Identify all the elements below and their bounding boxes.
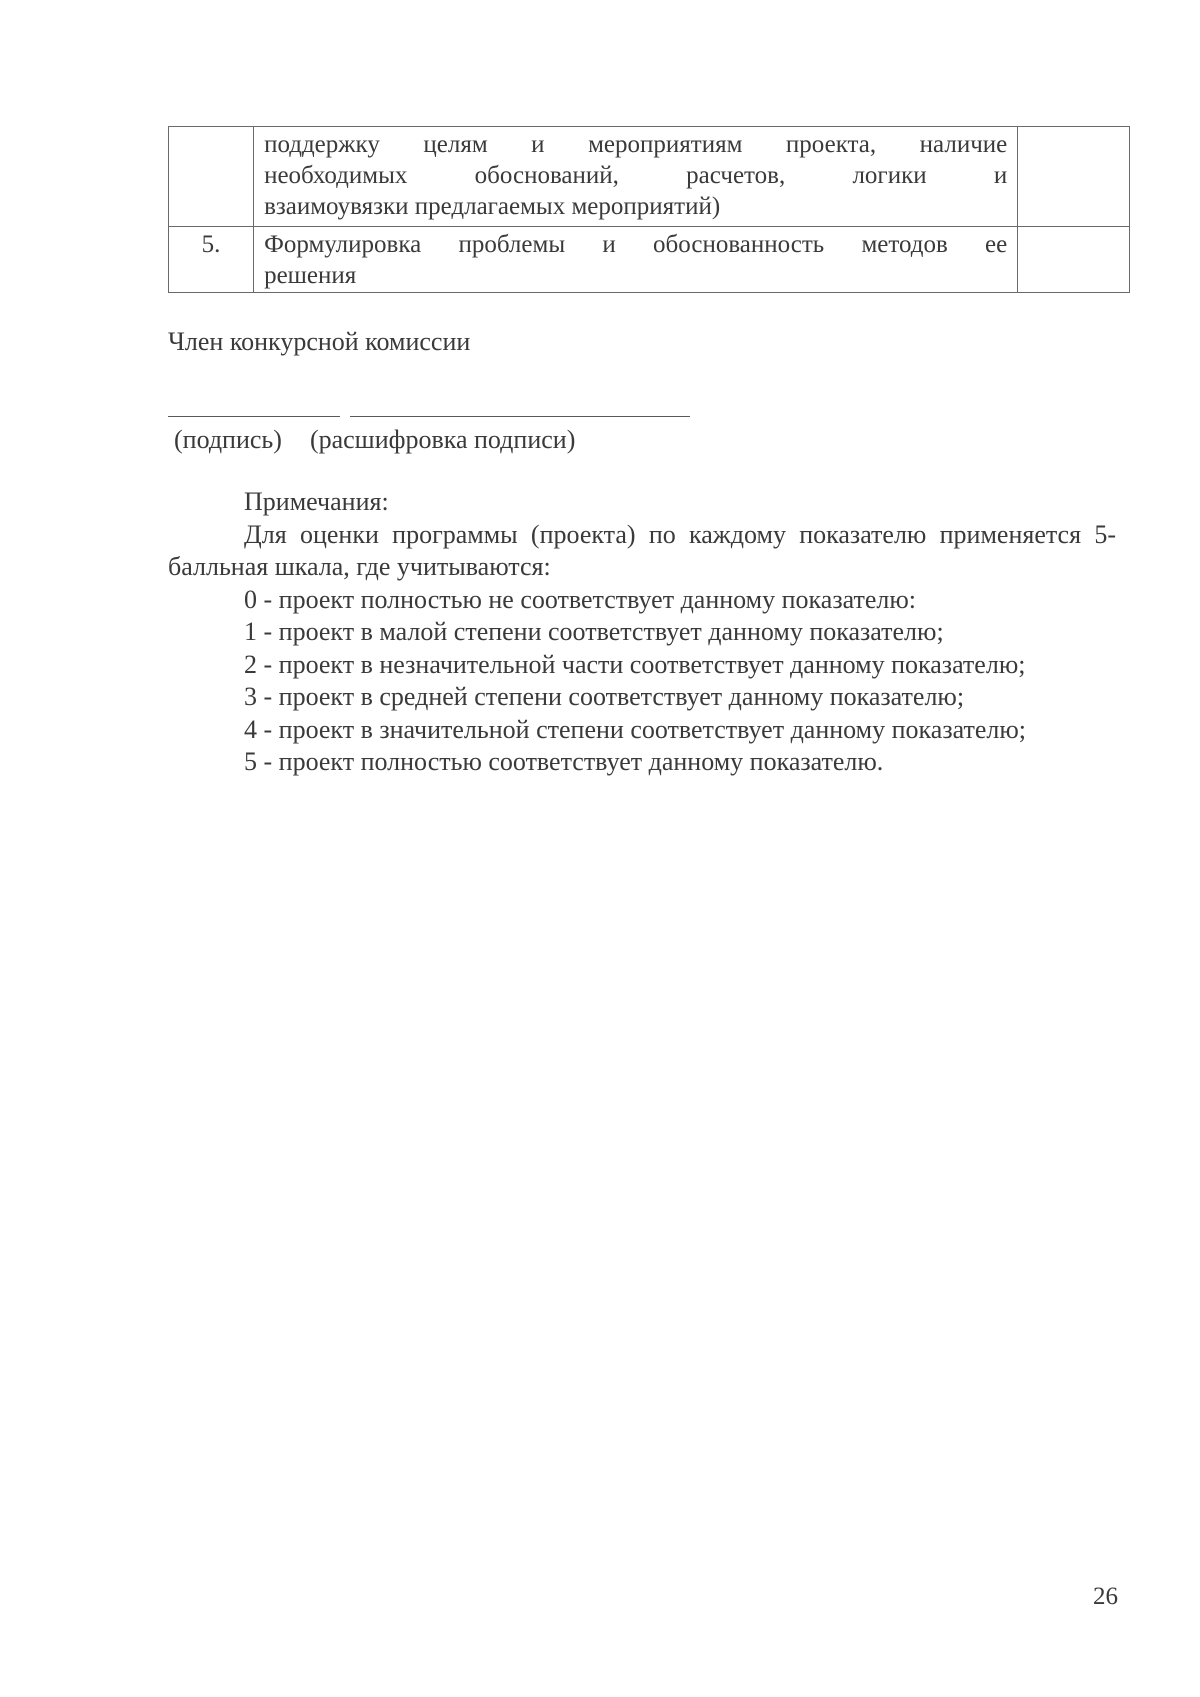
criterion-line: решения xyxy=(264,262,357,289)
signature-decoding-line xyxy=(350,416,690,417)
table-row xyxy=(169,227,1130,293)
notes-section xyxy=(168,486,1116,779)
scale-item: 5 - проект полностью соответствует данному показателю. xyxy=(244,747,884,776)
criterion-line: взаимоувязки предлагаемых мероприятий) xyxy=(264,193,721,220)
scale-item: 1 - проект в малой степени соответствует данному показателю; xyxy=(244,617,944,646)
signature-caption: (подпись) xyxy=(174,425,282,454)
criteria-table xyxy=(168,126,1130,293)
criterion-text xyxy=(254,127,1018,227)
criterion-line: поддержку целям и мероприятиям проекта, наличие xyxy=(264,131,1008,158)
signature-captions xyxy=(174,424,575,456)
page-number: 26 xyxy=(1093,1583,1118,1610)
criterion-line: Формулировка проблемы и обоснованность методов ее xyxy=(264,231,1008,258)
scale-item: 0 - проект полностью не соответствует данному показателю: xyxy=(244,584,916,614)
criterion-line: необходимых обоснований, расчетов, логики и xyxy=(264,162,1008,189)
signature-line xyxy=(168,416,340,417)
table-row xyxy=(169,127,1130,227)
notes-heading: Примечания: xyxy=(244,487,389,516)
scale-item: 2 - проект в незначительной части соответствует данному показателю; xyxy=(244,649,1026,679)
row-number xyxy=(169,127,254,227)
scale-item: 4 - проект в значительной степени соответствует данному показателю; xyxy=(244,714,1026,744)
commission-member-label: Член конкурсной комиссии xyxy=(168,327,471,356)
score-cell xyxy=(1018,227,1130,293)
scale-item: 3 - проект в средней степени соответствует данному показателю; xyxy=(244,682,965,711)
score-cell xyxy=(1018,127,1130,227)
row-number: 5. xyxy=(169,227,254,293)
notes-intro: Для оценки программы (проекта) по каждому показателю применяется 5-балльная шкала, где учитываются: xyxy=(168,519,1116,581)
signature-decoding-caption: (расшифровка подписи) xyxy=(309,425,576,454)
criterion-text xyxy=(254,227,1018,293)
